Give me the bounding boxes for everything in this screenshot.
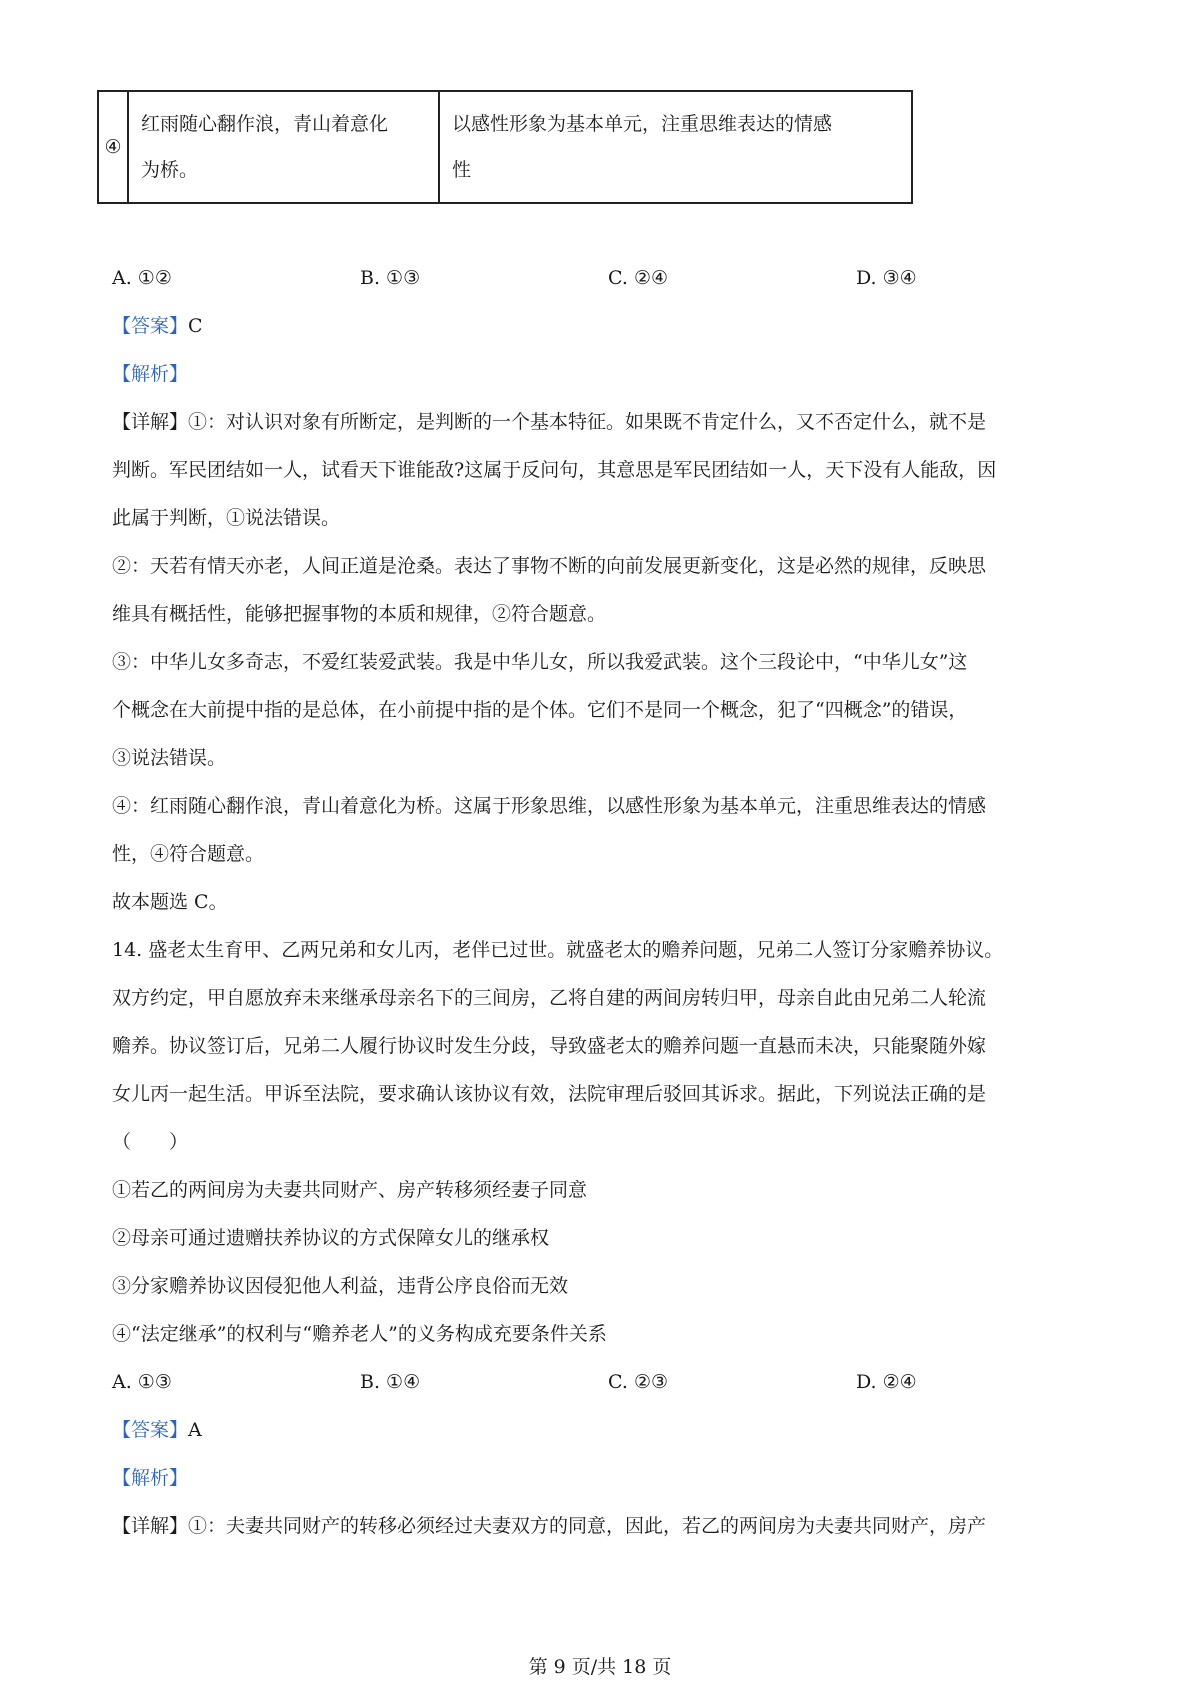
answer-tag: 【答案】 [112,315,189,337]
answer-tag: 【答案】 [112,1419,189,1441]
text-line: 个概念在大前提中指的是总体，在小前提中指的是个体。它们不是同一个概念，犯了“四概念”的错误， [112,699,968,721]
q14-option: ④“法定继承”的权利与“赡养老人”的义务构成充要条件关系 [112,1323,607,1345]
cell-line: 性 [452,159,472,181]
cell-line: 为桥。 [141,159,199,181]
detail-tag: 【详解】 [112,1515,189,1537]
q14-answer [112,1418,202,1442]
q14-stem-line: 双方约定，甲自愿放弃未来继承母亲名下的三间房，乙将自建的两间房转归甲，母亲自此由兄弟二人轮流 [112,987,987,1009]
choice-d: D. ②④ [856,1371,917,1393]
text-line: ②：天若有情天亦老，人间正道是沧桑。表达了事物不断的向前发展更新变化，这是必然的规律，反映思 [112,555,987,577]
choice-a: A. ①② [112,267,172,289]
text-line: ④：红雨随心翻作浪，青山着意化为桥。这属于形象思维，以感性形象为基本单元，注重思维表达的情感 [112,795,987,817]
cell-line: 红雨随心翻作浪，青山着意化 [141,113,389,135]
q14-stem-line: 赡养。协议签订后，兄弟二人履行协议时发生分歧，导致盛老太的赡养问题一直悬而未决，只能聚随外嫁 [112,1035,987,1057]
option-table [97,90,913,204]
cell-line: 以感性形象为基本单元，注重思维表达的情感 [452,113,833,135]
analysis-tag: 【解析】 [112,1467,189,1489]
table-row [98,91,912,203]
q14-stem-line: 女儿丙一起生活。甲诉至法院，要求确认该协议有效，法院审理后驳回其诉求。据此，下列说法正确的是 [112,1083,987,1105]
text-line: ①：对认识对象有所断定，是判断的一个基本特征。如果既不肯定什么，又不否定什么，就不是 [188,411,987,433]
q14-stem-line: 14. 盛老太生育甲、乙两兄弟和女儿丙，老伴已过世。就盛老太的赡养问题，兄弟二人签订分家赡养协议。 [112,939,1004,961]
q14-stem-line: （ ） [112,1131,189,1153]
q14-option: ①若乙的两间房为夫妻共同财产、房产转移须经妻子同意 [112,1179,588,1201]
answer-value: A [188,1419,202,1441]
q14-option: ②母亲可通过遗赠扶养协议的方式保障女儿的继承权 [112,1227,550,1249]
page-footer: 第 9 页/共 18 页 [528,1656,672,1678]
analysis-tag: 【解析】 [112,363,189,385]
q14-analysis-heading [112,1466,188,1490]
choice-b: B. ①④ [360,1371,421,1393]
text-line: 性，④符合题意。 [112,843,265,865]
q14-option: ③分家赡养协议因侵犯他人利益，违背公序良俗而无效 [112,1275,569,1297]
text-line: ①：夫妻共同财产的转移必须经过夫妻双方的同意，因此，若乙的两间房为夫妻共同财产，房产 [188,1515,987,1537]
choice-a: A. ①③ [112,1371,172,1393]
text-line: 判断。军民团结如一人，试看天下谁能敌?这属于反问句，其意思是军民团结如一人，天下没有人能敌，因 [112,459,997,481]
table-cell-explanation [439,91,912,203]
row-number: ④ [98,91,128,203]
q13-answer [112,314,203,338]
choice-d: D. ③④ [856,267,917,289]
text-line: 维具有概括性，能够把握事物的本质和规律，②符合题意。 [112,603,607,625]
text-line: 故本题选 C。 [112,891,228,913]
choice-c: C. ②④ [608,267,669,289]
detail-tag: 【详解】 [112,411,189,433]
q13-analysis-heading [112,362,188,386]
text-line: 此属于判断，①说法错误。 [112,507,341,529]
text-line: ③说法错误。 [112,747,227,769]
choice-c: C. ②③ [608,1371,669,1393]
q13-detail-line [112,410,986,434]
table-cell-quote [128,91,439,203]
q14-detail-line [112,1514,986,1538]
choice-b: B. ①③ [360,267,421,289]
text-line: ③：中华儿女多奇志，不爱红装爱武装。我是中华儿女，所以我爱武装。这个三段论中，“中华儿女”这 [112,651,968,673]
answer-value: C [188,315,203,337]
